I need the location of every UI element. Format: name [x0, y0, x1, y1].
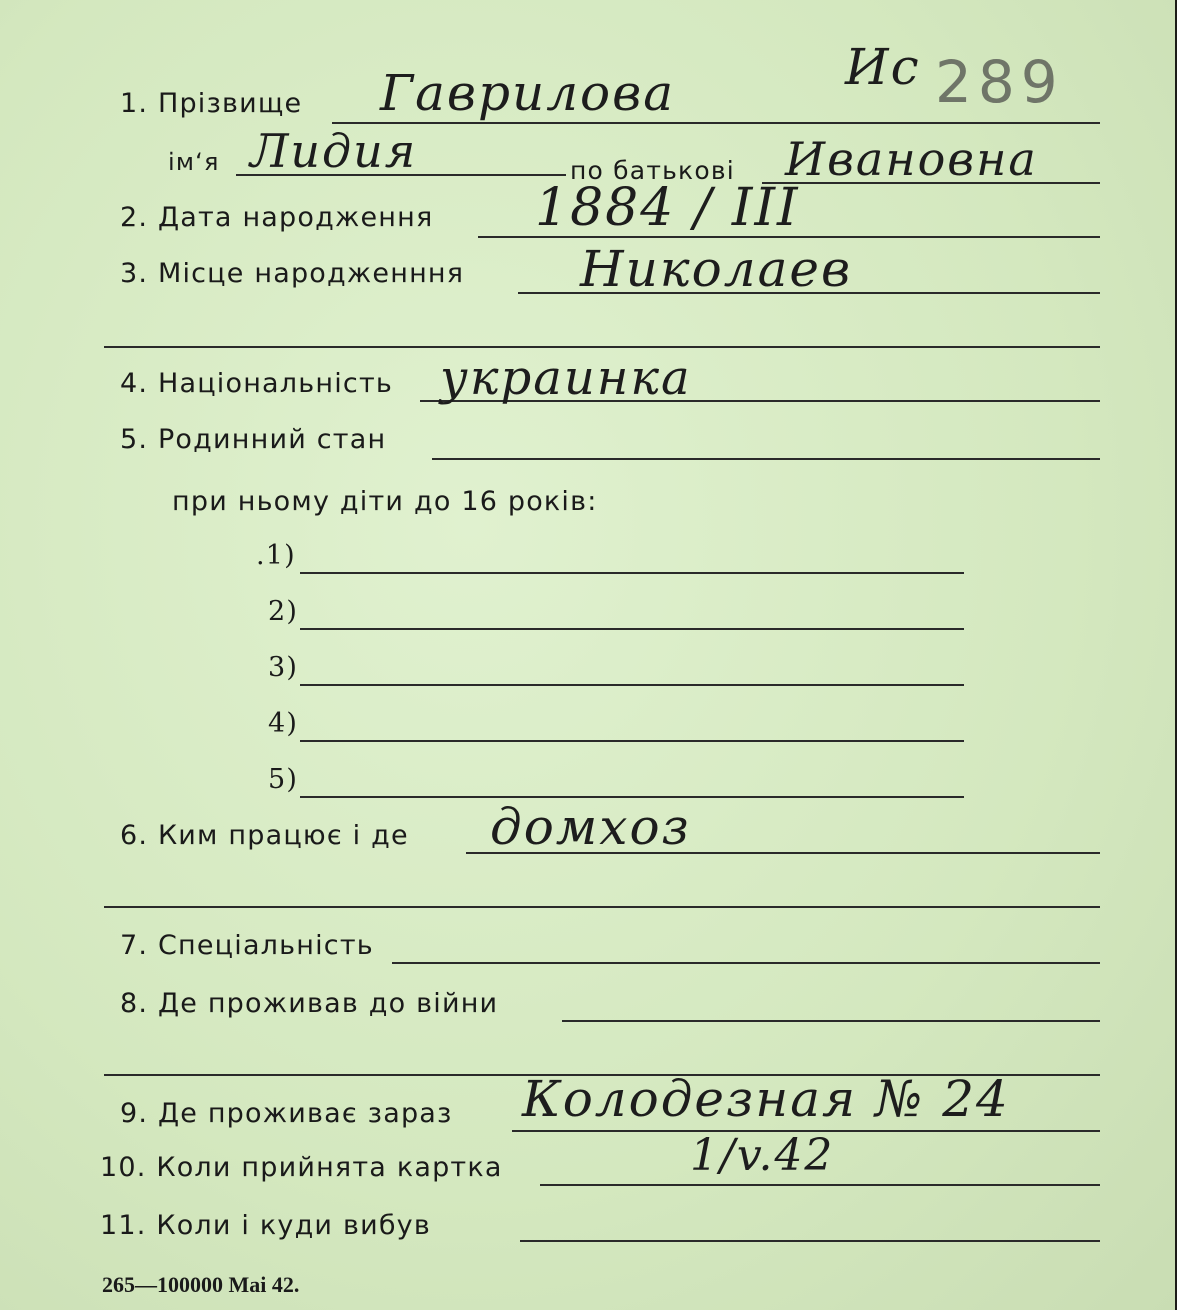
occupation-value: домхоз — [490, 798, 691, 856]
birth-date-label: 2. Дата народження — [120, 202, 434, 233]
departure-label: 11. Коли і куди вибув — [100, 1210, 431, 1241]
departure-line — [520, 1240, 1100, 1242]
surname-label: 1. Прізвище — [120, 88, 303, 119]
specialty-label: 7. Спеціальність — [120, 930, 374, 961]
surname-value: Гаврилова — [380, 64, 676, 122]
current-address-value: Колодезная № 24 — [522, 1070, 1010, 1128]
specialty-line — [392, 962, 1100, 964]
children-label: при ньому діти до 16 років: — [172, 486, 598, 517]
print-run-footer: 265—100000 Маі 42. — [102, 1272, 300, 1297]
card-date-label: 10. Коли прийнята картка — [100, 1152, 503, 1183]
card-date-line — [540, 1184, 1100, 1186]
birth-place-value: Николаев — [580, 240, 853, 298]
occupation-label: 6. Ким працює і де — [120, 820, 409, 851]
prewar-address-line — [562, 1020, 1100, 1022]
child-5-label: 5) — [268, 764, 299, 795]
child-1-line — [300, 572, 964, 574]
child-1-label: .1) — [256, 540, 296, 571]
card-date-value: 1/v.42 — [690, 1130, 835, 1181]
marital-status-line — [432, 458, 1100, 460]
first-name-label: ім‘я — [168, 148, 220, 176]
prewar-address-label: 8. Де проживав до війни — [120, 988, 499, 1019]
child-3-line — [300, 684, 964, 686]
child-4-label: 4) — [268, 708, 299, 739]
patronymic-label: по батькові — [570, 156, 735, 185]
child-3-label: 3) — [268, 652, 299, 683]
nationality-label: 4. Національність — [120, 368, 393, 399]
birth-place-line-2 — [104, 346, 1100, 348]
first-name-value: Лидия — [250, 124, 418, 178]
child-2-line — [300, 628, 964, 630]
marital-status-label: 5. Родинний стан — [120, 424, 387, 455]
patronymic-value: Ивановна — [785, 132, 1038, 186]
current-address-label: 9. Де проживає зараз — [120, 1098, 453, 1129]
child-4-line — [300, 740, 964, 742]
birth-date-value: 1884 / III — [535, 178, 800, 238]
nationality-value: украинка — [440, 350, 692, 406]
surname-line — [332, 122, 1100, 124]
birth-place-label: 3. Місце народженння — [120, 258, 465, 289]
pencil-number: 289 — [935, 48, 1064, 116]
occupation-line-2 — [104, 906, 1100, 908]
file-mark: Ис — [845, 38, 921, 96]
child-2-label: 2) — [268, 596, 299, 627]
